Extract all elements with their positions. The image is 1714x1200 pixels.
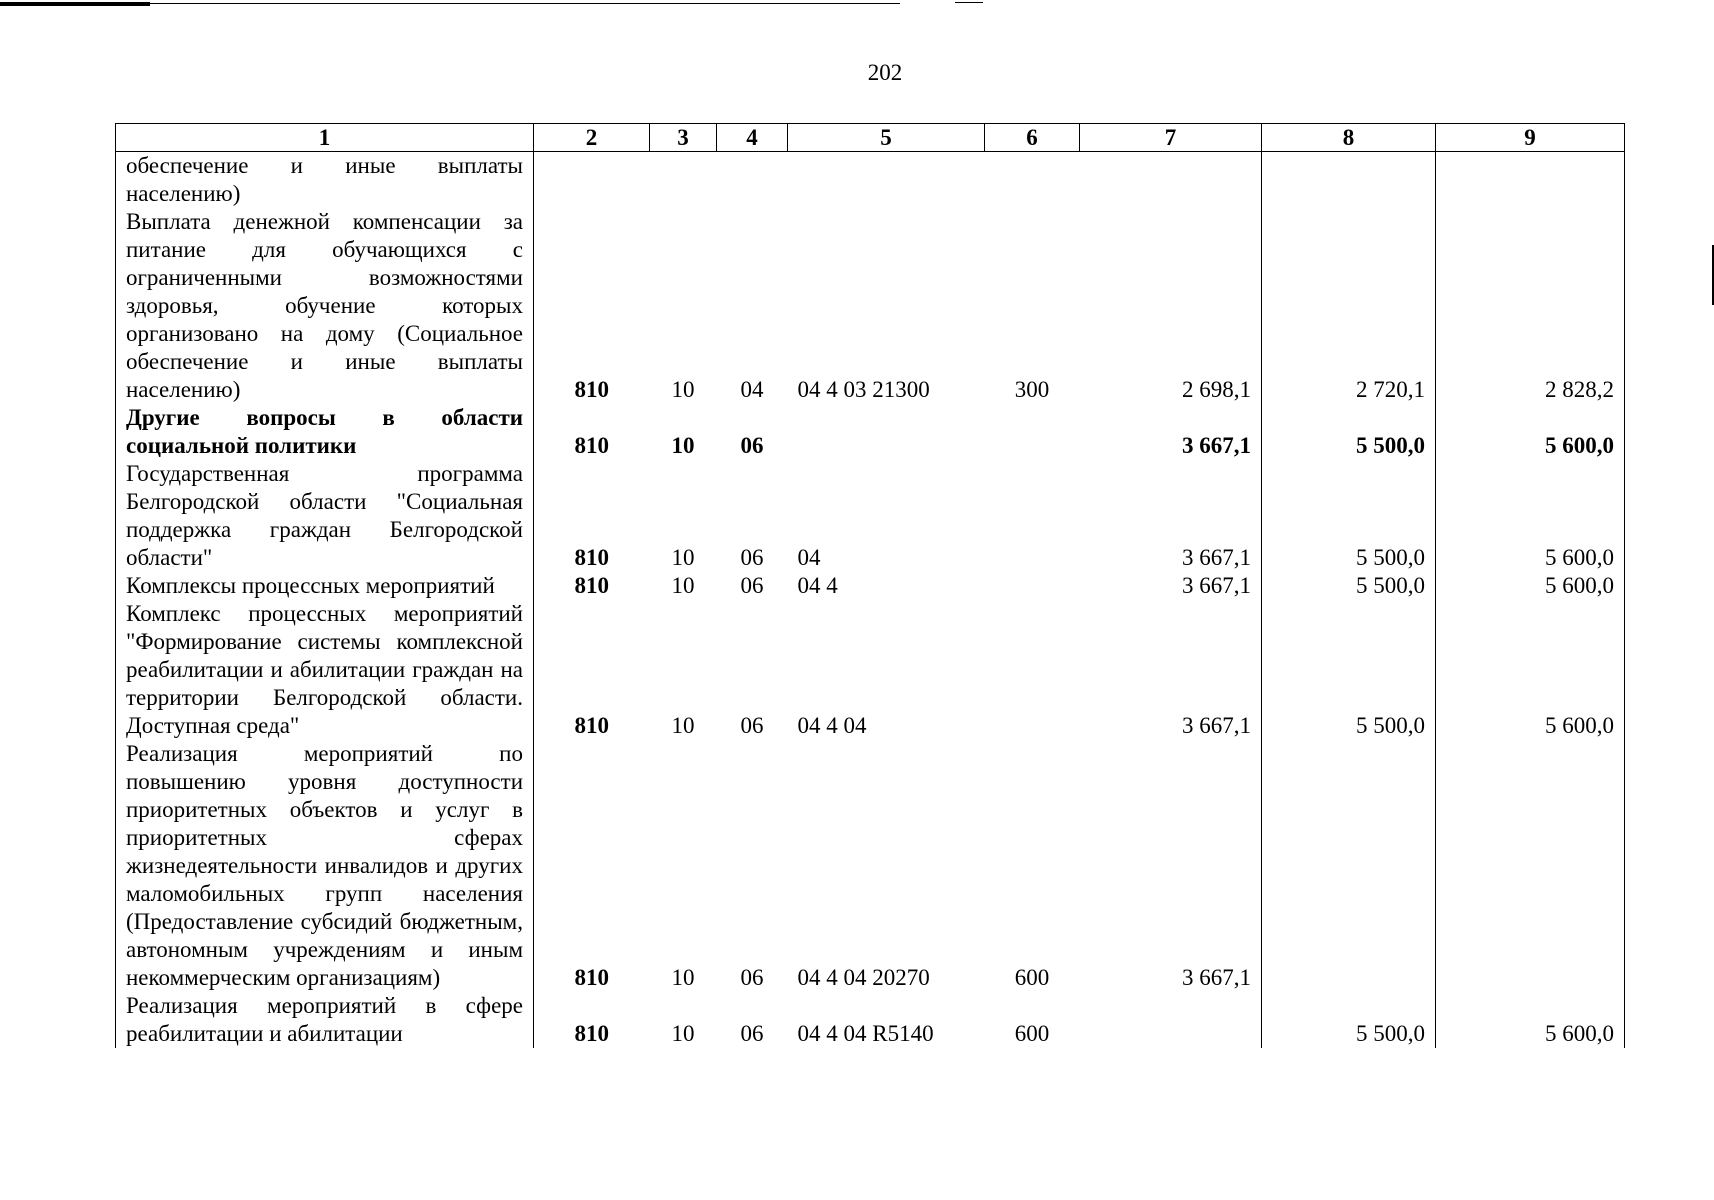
- cell-col3: 10: [671, 377, 695, 402]
- cell-col2: 810: [574, 713, 609, 738]
- cell-col9: 2 828,2: [1436, 208, 1625, 404]
- cell-col2: 810: [574, 377, 609, 402]
- column-header: 3: [650, 124, 717, 152]
- table-row: [116, 740, 1625, 992]
- cell-col3: 10: [671, 965, 695, 990]
- table-row: [116, 600, 1625, 740]
- cell-col8: 5 500,0: [1262, 572, 1436, 600]
- cell-col9: [1436, 740, 1625, 992]
- cell-col3: 10: [671, 573, 695, 598]
- cell-col6: [985, 600, 1080, 740]
- column-header: 7: [1080, 124, 1262, 152]
- cell-col7: 3 667,1: [1080, 404, 1262, 460]
- row-name: Другие вопросы в области социальной политики: [116, 404, 534, 460]
- column-header: 5: [788, 124, 985, 152]
- cell-col6: 300: [1014, 377, 1050, 402]
- cell-col8: 2 720,1: [1262, 208, 1436, 404]
- table-row: [116, 992, 1625, 1048]
- table-row: [116, 404, 1625, 460]
- cell-col5: [788, 404, 985, 460]
- cell-col9: 5 600,0: [1436, 600, 1625, 740]
- cell-col5: 04: [797, 545, 821, 570]
- cell-col9: [1436, 152, 1625, 209]
- table-row: [116, 208, 1625, 404]
- cell-col5: 04 4 03 21300: [797, 377, 930, 402]
- budget-table: [115, 123, 1625, 1048]
- cell-col4: 06: [740, 433, 764, 458]
- row-name: обеспечение и иные выплаты населению): [116, 152, 534, 209]
- page-number: 202: [867, 60, 903, 85]
- cell-col4: 06: [740, 965, 764, 990]
- column-header: 8: [1262, 124, 1436, 152]
- cell-col2: 810: [574, 433, 609, 458]
- cell-col4: [717, 152, 788, 209]
- cell-col6: [985, 460, 1080, 572]
- scan-artifact-line: [150, 3, 900, 4]
- scan-artifact-line: [0, 2, 150, 6]
- cell-col8: [1262, 740, 1436, 992]
- cell-col9: 5 600,0: [1436, 404, 1625, 460]
- cell-col3: 10: [671, 433, 695, 458]
- cell-col3: 10: [671, 545, 695, 570]
- cell-col2: 810: [574, 1021, 609, 1046]
- cell-col5: 04 4 04 20270: [797, 965, 930, 990]
- cell-col7: [1080, 992, 1262, 1048]
- cell-col5: 04 4 04: [797, 713, 867, 738]
- cell-col9: 5 600,0: [1436, 572, 1625, 600]
- cell-col5: [788, 152, 985, 209]
- row-name: Реализация мероприятий по повышению уровня доступности приоритетных объектов и услуг в приоритетных сферах жизнедеятельности инвалидов и других маломобильных групп населения (Предоставление субсидий бюджетным, автономным учреждениям и иным некоммерческим организациям): [116, 740, 534, 992]
- cell-col3: [650, 152, 717, 209]
- cell-col8: 5 500,0: [1262, 992, 1436, 1048]
- table-header-row: [116, 124, 1625, 152]
- cell-col6: [985, 572, 1080, 600]
- column-header: 2: [534, 124, 650, 152]
- cell-col6: 600: [1014, 965, 1050, 990]
- cell-col7: 3 667,1: [1080, 460, 1262, 572]
- row-name: Комплекс процессных мероприятий "Формирование системы комплексной реабилитации и абилитации граждан на территории Белгородской области. Доступная среда": [116, 600, 534, 740]
- cell-col6: [985, 152, 1080, 209]
- column-header: 1: [116, 124, 534, 152]
- cell-col2: [534, 152, 650, 209]
- cell-col2: 810: [574, 573, 609, 598]
- cell-col4: 06: [740, 573, 764, 598]
- cell-col8: 5 500,0: [1262, 600, 1436, 740]
- cell-col8: [1262, 152, 1436, 209]
- cell-col9: 5 600,0: [1436, 460, 1625, 572]
- cell-col7: 3 667,1: [1080, 740, 1262, 992]
- cell-col4: 06: [740, 713, 764, 738]
- cell-col8: 5 500,0: [1262, 460, 1436, 572]
- cell-col9: 5 600,0: [1436, 992, 1625, 1048]
- cell-col5: 04 4: [797, 573, 838, 598]
- cell-col6: 600: [1014, 1021, 1050, 1046]
- cell-col4: 04: [740, 377, 764, 402]
- row-name: Государственная программа Белгородской области "Социальная поддержка граждан Белгородской области": [116, 460, 534, 572]
- column-header: 6: [985, 124, 1080, 152]
- cell-col2: 810: [574, 965, 609, 990]
- cell-col6: [985, 404, 1080, 460]
- table-row: [116, 460, 1625, 572]
- row-name: Реализация мероприятий в сфере реабилитации и абилитации: [116, 992, 534, 1048]
- cell-col3: 10: [671, 1021, 695, 1046]
- column-header: 9: [1436, 124, 1625, 152]
- cell-col4: 06: [740, 1021, 764, 1046]
- cell-col2: 810: [574, 545, 609, 570]
- column-header: 4: [717, 124, 788, 152]
- table-row: [116, 152, 1625, 209]
- cell-col4: 06: [740, 545, 764, 570]
- cell-col8: 5 500,0: [1262, 404, 1436, 460]
- cell-col5: 04 4 04 R5140: [797, 1021, 934, 1046]
- row-name: Комплексы процессных мероприятий: [116, 572, 534, 600]
- cell-col7: 3 667,1: [1080, 572, 1262, 600]
- table-row: [116, 572, 1625, 600]
- cell-col3: 10: [671, 713, 695, 738]
- cell-col7: 3 667,1: [1080, 600, 1262, 740]
- row-name: Выплата денежной компенсации за питание для обучающихся с ограниченными возможностями здоровья, обучение которых организовано на дому (Социальное обеспечение и иные выплаты населению): [116, 208, 534, 404]
- cell-col7: 2 698,1: [1080, 208, 1262, 404]
- scan-artifact-line: [955, 2, 983, 3]
- cell-col7: [1080, 152, 1262, 209]
